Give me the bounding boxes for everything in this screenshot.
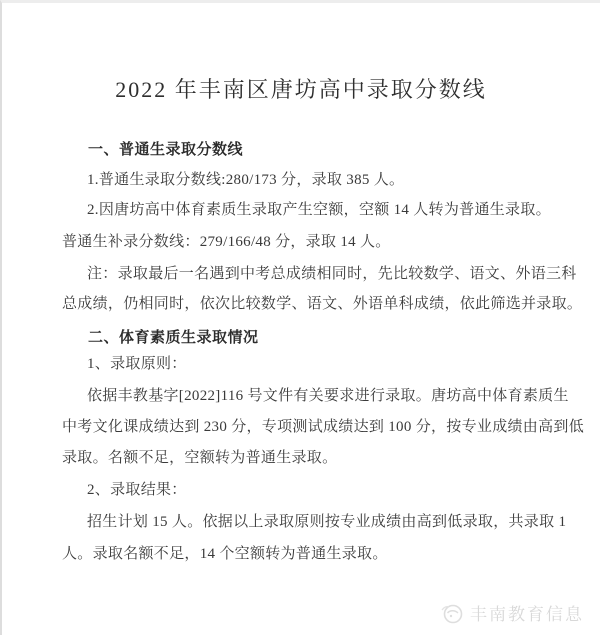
doc-line-result-label: 2、录取结果：	[87, 482, 187, 498]
page-title: 2022 年丰南区唐坊高中录取分数线	[115, 77, 487, 102]
doc-line-cutoff-score: 1.普通生录取分数线:280/173 分，录取 385 人。	[87, 172, 405, 188]
section-1-heading: 一、普通生录取分数线	[88, 141, 244, 158]
section-2-heading: 二、体育素质生录取情况	[88, 329, 259, 346]
doc-line-note-1: 注：录取最后一名遇到中考总成绩相同时，先比较数学、语文、外语三科	[87, 266, 577, 282]
watermark	[440, 600, 584, 625]
watermark-label: 丰南教育信息	[470, 605, 584, 624]
doc-line-result-2: 人。录取名额不足，14 个空额转为普通生录取。	[62, 546, 388, 562]
doc-line-principle-1: 依据丰教基字[2022]116 号文件有关要求进行录取。唐坊高中体育素质生	[87, 388, 569, 404]
doc-line-note-2: 总成绩，仍相同时，依次比较数学、语文、外语单科成绩，依此筛选并录取。	[62, 296, 583, 312]
doc-line-principle-label: 1、录取原则：	[87, 356, 187, 372]
doc-line-supplement-score: 普通生补录分数线：279/166/48 分，录取 14 人。	[62, 234, 391, 250]
doc-line-result-1: 招生计划 15 人。依据以上录取原则按专业成绩由高到低录取，共录取 1	[87, 514, 567, 530]
doc-line-vacancy-transfer: 2.因唐坊高中体育素质生录取产生空额，空额 14 人转为普通生录取。	[87, 202, 551, 218]
watermark-logo-icon	[440, 602, 464, 624]
doc-line-principle-2: 中考文化课成绩达到 230 分，专项测试成绩达到 100 分，按专业成绩由高到低	[62, 419, 585, 435]
doc-line-principle-3: 录取。名额不足，空额转为普通生录取。	[62, 450, 338, 466]
